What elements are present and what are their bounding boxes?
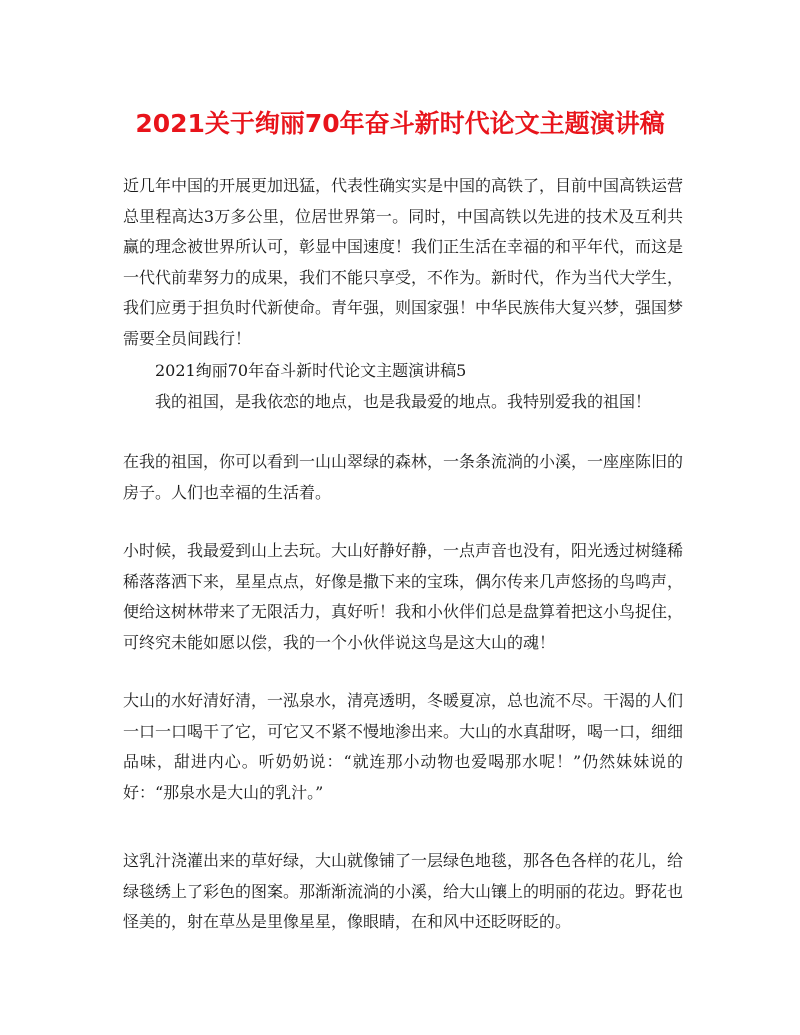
paragraph-6: 这乳汁浇灌出来的草好绿，大山就像铺了一层绿色地毯，那各色各样的花儿，给绿毯绣上了彩色的图案。那渐渐流淌的小溪，给大山镶上的明丽的花边。野花也怪美的，射在草丛是里像星星，像眼睛，在和风中还眨呀眨的。 [123, 851, 684, 931]
paragraph-1: 近几年中国的开展更加迅猛，代表性确实实是中国的高铁了，目前中国高铁运营总里程高达3万多公里，位居世界第一。同时，中国高铁以先进的技术及互利共赢的理念被世界所认可，彰显中国速度！我们正生活在幸福的和平年代，而这是一代代前辈努力的成果，我们不能只享受，不作为。新时代，作为当代大学生，我们应勇于担负时代新使命。青年强，则国家强！中华民族伟大复兴梦，强国梦需要全员间践行！ [123, 176, 684, 348]
paragraph-3: 在我的祖国，你可以看到一山山翠绿的森林，一条条流淌的小溪，一座座陈旧的房子。人们也幸福的生活着。 [123, 452, 684, 502]
paragraph-4: 小时候，我最爱到山上去玩。大山好静好静，一点声音也没有，阳光透过树缝稀稀落落洒下来，星星点点，好像是撒下来的宝珠，偶尔传来几声悠扬的鸟鸣声，便给这树林带来了无限活力，真好听！我和小伙伴们总是盘算着把这小鸟捉住，可终究未能如愿以偿，我的一个小伙伴说这鸟是这大山的魂！ [123, 541, 684, 652]
paragraph-2: 我的祖国，是我依恋的地点，也是我最爱的地点。我特别爱我的祖国！ [155, 392, 652, 411]
paragraph-5: 大山的水好清好清，一泓泉水，清亮透明，冬暖夏凉，总也流不尽。干渴的人们一口一口喝干了它，可它又不紧不慢地渗出来。大山的水真甜呀，喝一口，细细品味，甜进内心。听奶奶说：“就连那小动物也爱喝那水呢！”仍然妹妹说的好：“那泉水是大山的乳汁。” [123, 691, 684, 802]
document-title: 2021关于绚丽70年奋斗新时代论文主题演讲稿 [135, 109, 665, 138]
section-heading: 2021绚丽70年奋斗新时代论文主题演讲稿5 [155, 361, 467, 380]
